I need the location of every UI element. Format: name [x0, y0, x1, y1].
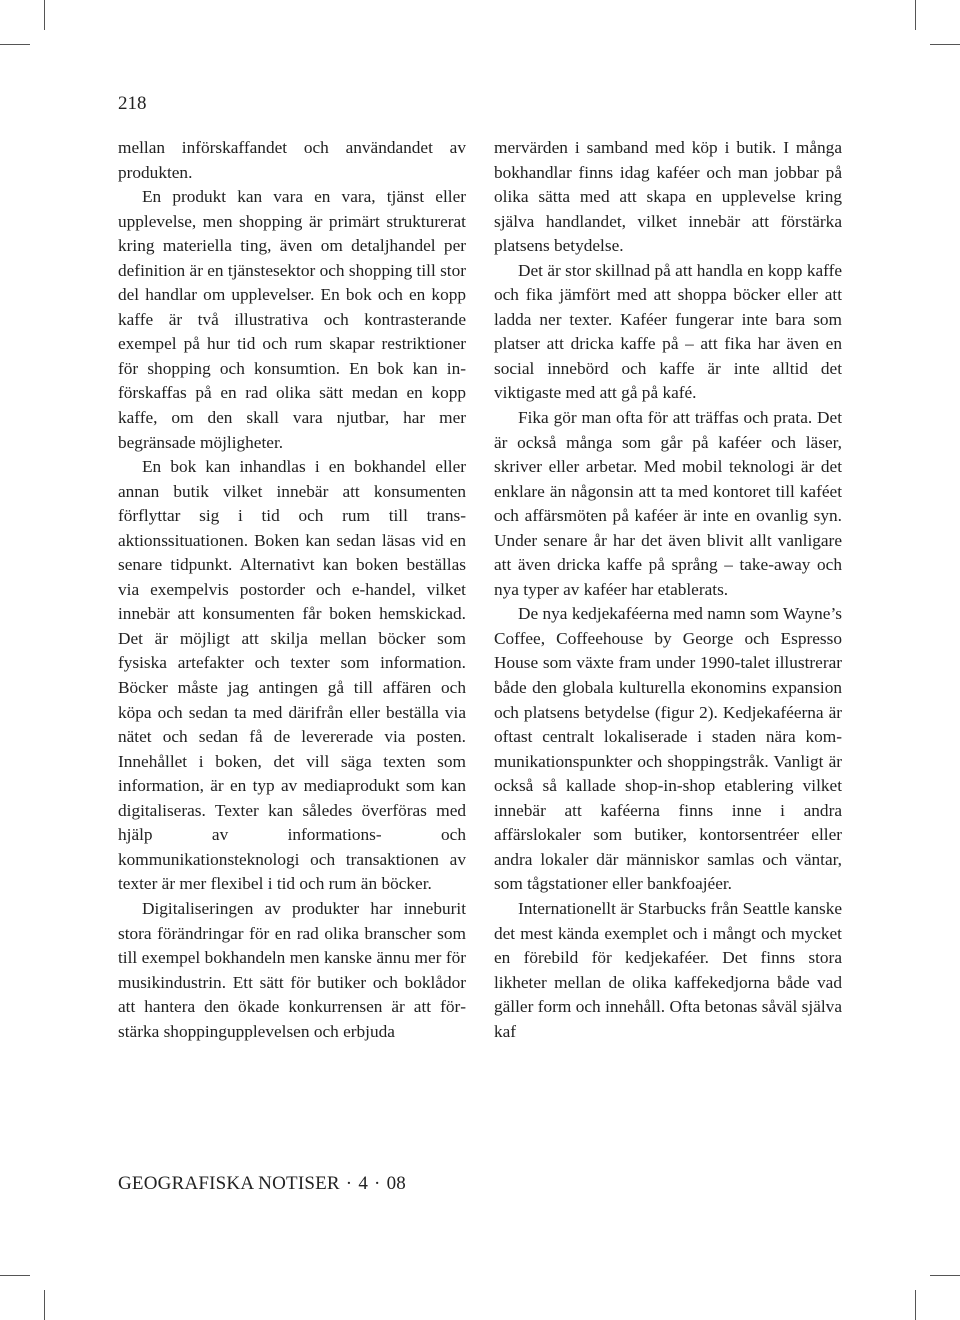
paragraph: De nya kedjekaféerna med namn som Wayne’s Coffee, Coffeehouse by George och Espresso House som växte fram under 1990-talet illustrerar både den globala kulturella ekonomins expansion och platsens betydelse (figur 2). Kedjekaféerna är oftast centralt lokaliserade i staden nära kommunikationspunkter och shoppingstråk. Vanligt är också så kallade shop-in-shop etablering vilket innebär att kaféerna finns inne i andra affärslokaler som butiker, kontorsentréer eller andra lokaler där människor samlas och väntar, som tågstationer eller bankfoajéer.	[494, 604, 842, 894]
paragraph: En bok kan inhandlas i en bokhandel eller annan butik vilket innebär att konsumenten förflyttar sig i tid och rum till transaktionssituationen. Boken kan sedan läsas vid en senare tidpunkt. Alternativt kan boken beställas via exempelvis postorder och e-handel, vilket innebär att konsumenten får boken hemskickad. Det är möjligt att skilja mellan böcker som fysiska artefakter och texter som information. Böcker måste jag antingen gå till affären och köpa och sedan ta med därifrån eller beställa via nätet och sedan få de levererade via posten. Innehållet i boken, det vill säga texten som information, är en typ av mediaprodukt som kan digitaliseras. Texter kan således överföras med hjälp av informations- och kommunikationsteknologi och transaktionen av texter är mer flexibel i tid och rum än böcker.	[118, 457, 466, 894]
page-number: 218	[118, 93, 147, 114]
paragraph: Det är stor skillnad på att handla en kopp kaffe och fika jämfört med att shoppa böcker eller att ladda ner texter. Kaféer fungerar inte bara som platser att dricka kaffe på – att fika har även en social innebörd och kaffe är inte alltid det viktigaste med att gå på kafé.	[494, 260, 842, 403]
crop-mark-left-lower	[0, 1275, 30, 1276]
issue-year: 08	[386, 1173, 406, 1194]
running-footer	[118, 1172, 406, 1196]
paragraph: mervärden i samband med köp i butik. I många bokhandlar finns idag kaféer och man jobbar på olika sätta med att skapa en upplevelse kring själva handlandet, vilket innebär att förstärka platsens betydelse.	[494, 138, 842, 256]
paragraph: En produkt kan vara en vara, tjänst eller upplevelse, men shopping är primärt strukturerat kring materiella ting, även om detaljhandel per definition är en tjänstesektor och shopping till stor del handlar om upplevelser. En bok och en kopp kaffe är två illustrativa och kontrasterande exempel på hur tid och rum skapar restriktioner för shopping och konsumtion. En bok kan införskaffas på en rad olika sätt medan en kopp kaffe, om den skall vara njutbar, har mer begränsade möjligheter.	[118, 187, 466, 452]
footer-separator: ·	[345, 1173, 353, 1194]
crop-mark-right-upper	[930, 44, 960, 45]
crop-mark-top-left	[44, 0, 45, 30]
paragraph: Fika gör man ofta för att träffas och prata. Det är också många som går på kaféer och läser, skriver eller arbetar. Med mobil teknologi är det enklare än någonsin att ta med kontoret till kaféet och affärsmöten på kaféer är inte en ovanlig syn. Under senare år har det även blivit allt vanligare att även dricka kaffe på språng – take-away och nya typer av kaféer har etablerats.	[494, 408, 842, 599]
paragraph: mellan införskaffandet och användandet av produkten.	[118, 138, 466, 182]
issue-number: 4	[358, 1173, 369, 1194]
crop-mark-top-right	[915, 0, 916, 30]
footer-separator: ·	[374, 1173, 381, 1194]
right-column	[494, 136, 842, 1044]
crop-mark-bottom-right	[915, 1290, 916, 1320]
left-column	[118, 136, 466, 1044]
journal-name: GEOGRAFISKA NOTISER	[118, 1173, 340, 1194]
paragraph: Internationellt är Starbucks från Seattle kanske det mest kända exemplet och i mångt och mycket en förebild för kedjekaféer. Det finns stora likheter mellan de olika kaffekedjorna både vad gäller form och innehåll. Ofta betonas såväl själva kaf	[494, 898, 842, 1041]
crop-mark-right-lower	[930, 1275, 960, 1276]
crop-mark-bottom-left	[44, 1290, 45, 1320]
paragraph: Digitaliseringen av produkter har inneburit stora förändringar för en rad olika branscher som till exempel bokhandeln men kanske ännu mer för musikindustrin. Ett sätt för butiker och boklådor att hantera den ökade konkurrensen är att förstärka shoppingupplevelsen och erbjuda	[118, 898, 466, 1041]
crop-mark-left-upper	[0, 44, 30, 45]
